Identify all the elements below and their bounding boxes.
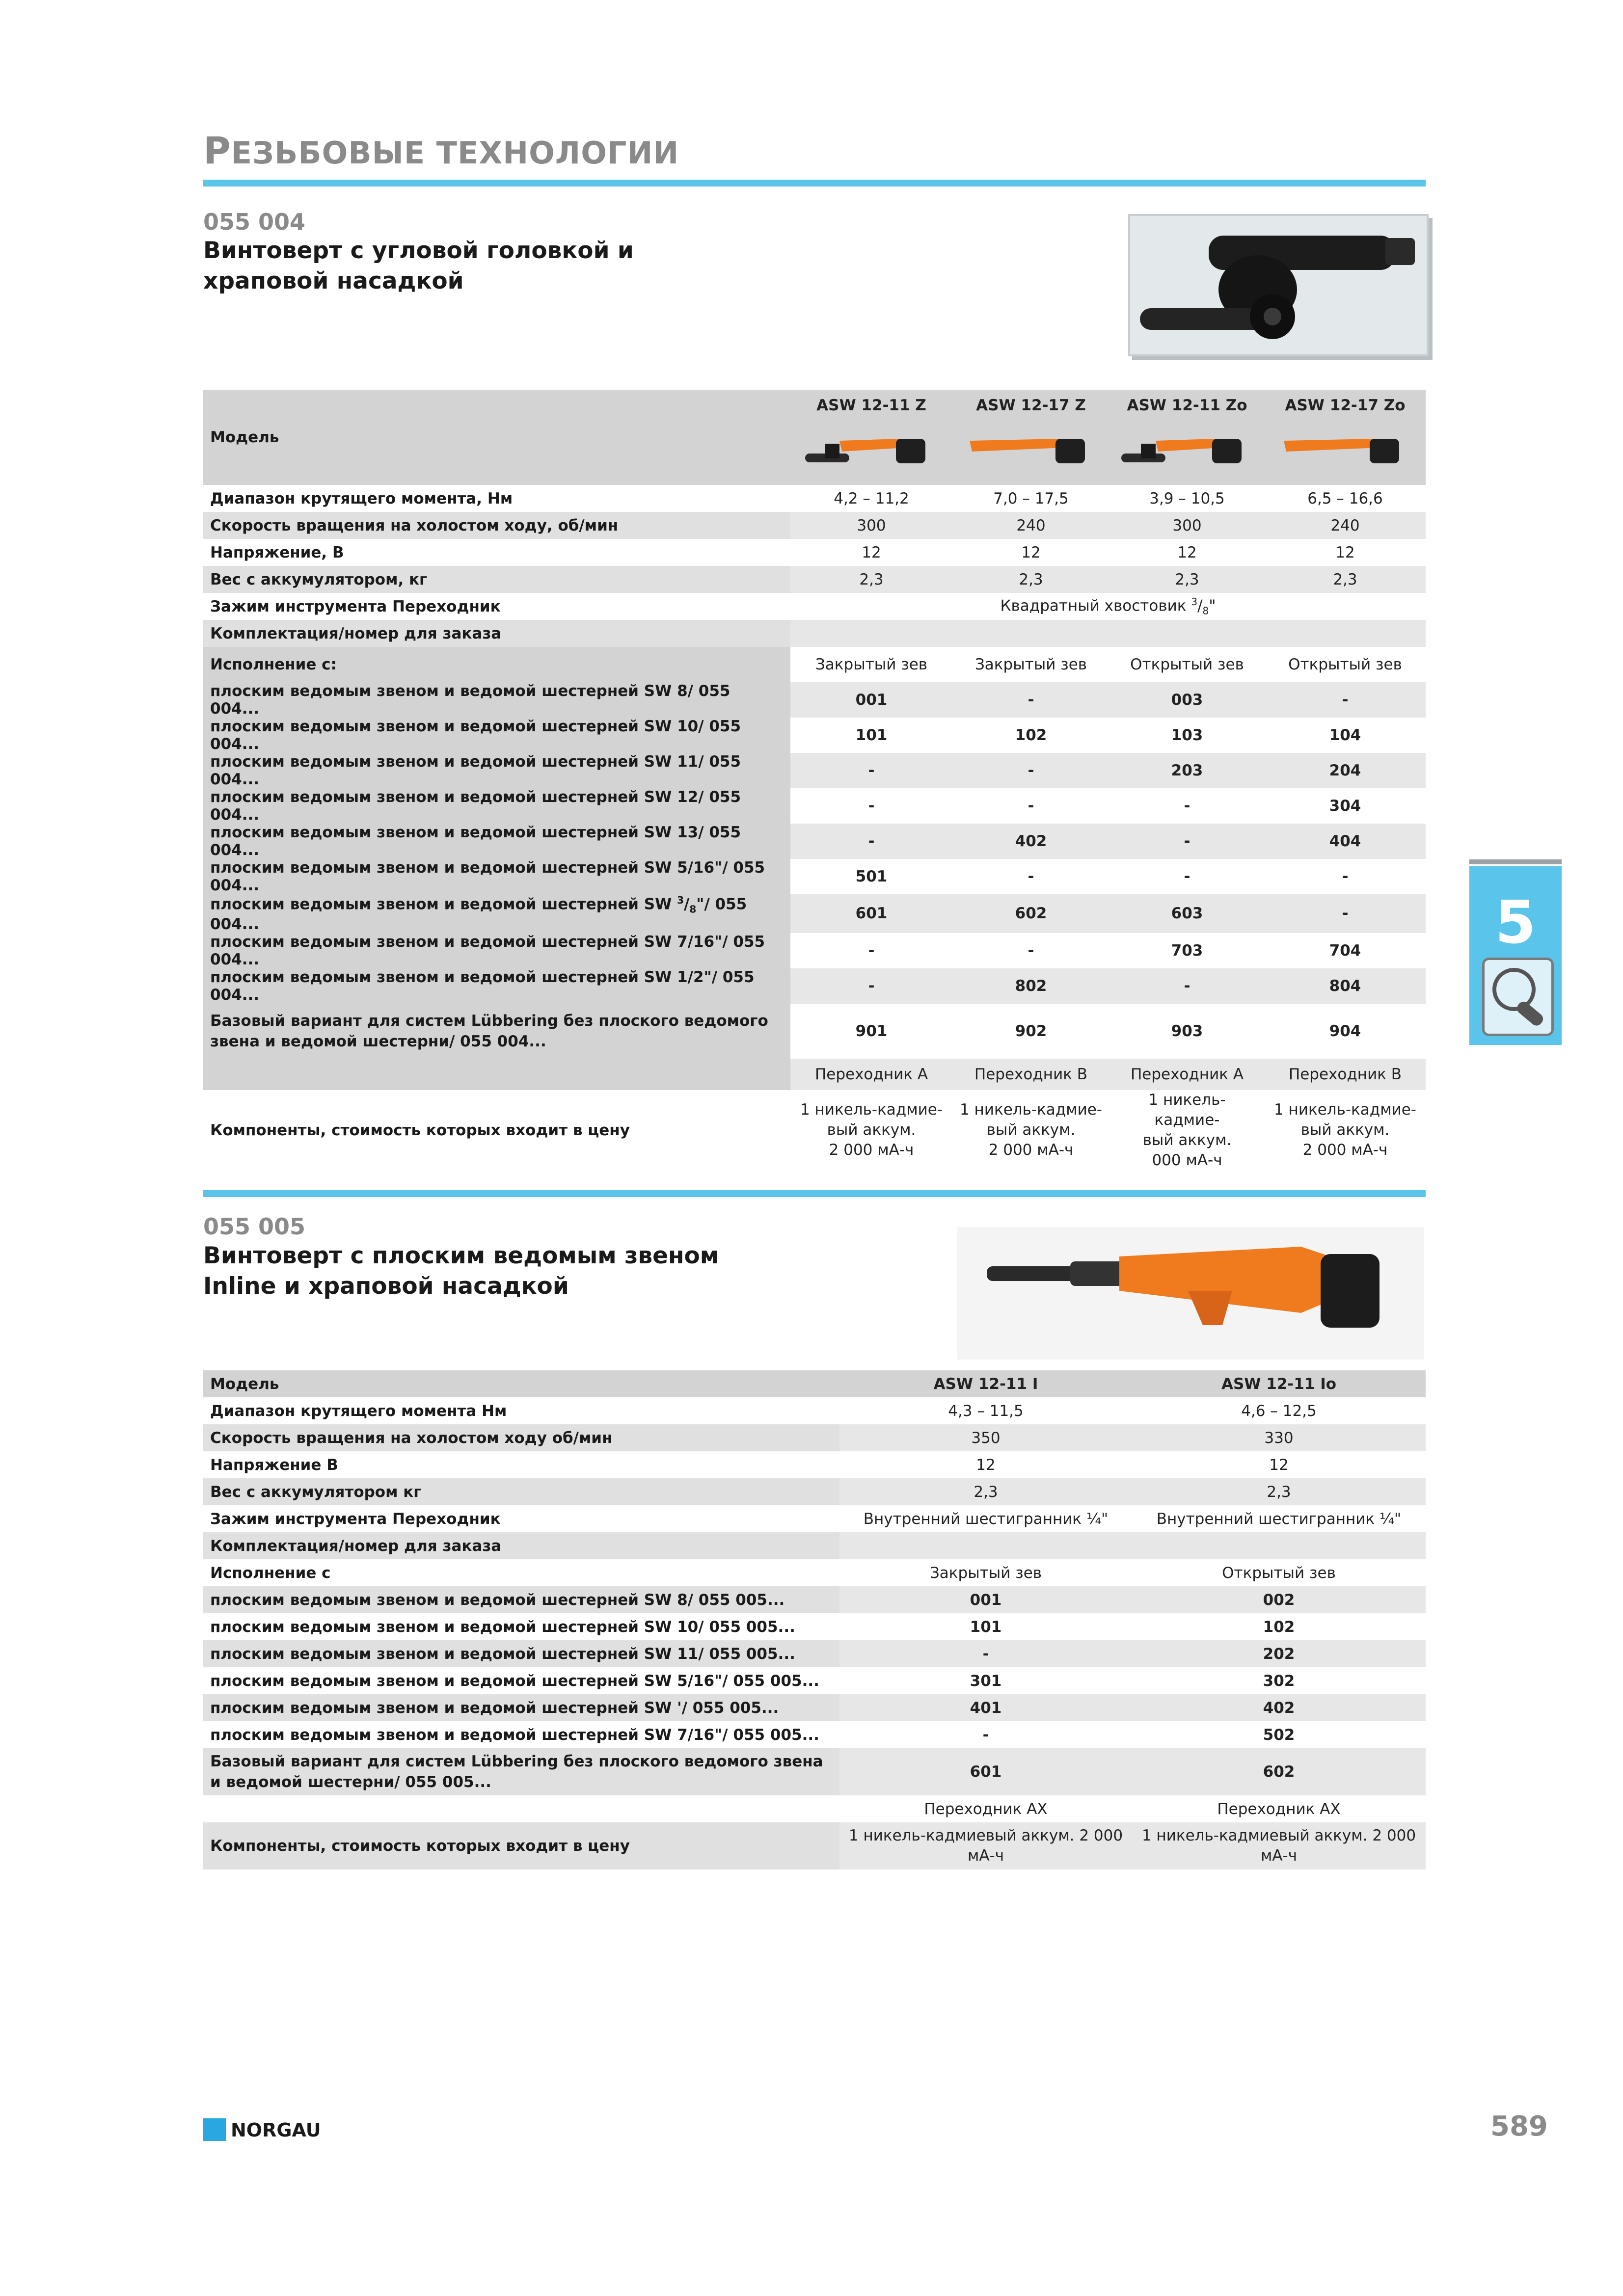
section-code: 055 004 <box>203 209 306 235</box>
page-title: РЕЗЬБОВЫЕ ТЕХНОЛОГИИ <box>203 129 679 172</box>
order-row: плоским ведомым звеном и ведомой шестерней SW 11/ 055 004... - - 203 204 <box>203 753 1426 788</box>
exec-row: Исполнение с Закрытый зев Открытый зев <box>210 1564 1336 1582</box>
order-row: плоским ведомым звеном и ведомой шестерней SW 5/16"/ 055 004... 501 - - - <box>203 859 1426 894</box>
order-row: плоским ведомым звеном и ведомой шестерней SW 1/2"/ 055 004... - 802 - 804 <box>203 968 1426 1004</box>
adapter-row: Переходник AX Переходник AX <box>924 1800 1341 1818</box>
order-row: плоским ведомым звеном и ведомой шестерней SW 11/ 055 005... - 202 <box>203 1640 1426 1667</box>
section-title: Винтоверт с угловой головкой и храповой насадкой <box>203 237 634 294</box>
screwdriver-thumb-icon <box>960 419 1102 478</box>
order-row: плоским ведомым звеном и ведомой шестерней SW 13/ 055 004... - 402 - 404 <box>203 824 1426 859</box>
spec-row: Скорость вращения на холостом ходу об/мин 350 330 <box>203 1424 1426 1451</box>
spec-row: Зажим инструмента Переходник Квадратный хвостовик $^3/_8$" <box>203 593 1426 620</box>
order-row: плоским ведомым звеном и ведомой шестерней SW 5/16"/ 055 005... 301 302 <box>210 1672 1295 1690</box>
spec-row: Вес с аккумулятором кг 2,3 2,3 <box>203 1478 1426 1505</box>
spec-row: Напряжение В 12 12 <box>210 1456 1289 1474</box>
screwdriver-thumb-icon <box>800 419 943 478</box>
spec-row: Комплектация/номер для заказа <box>203 620 1426 647</box>
spec-row: Диапазон крутящего момента Нм 4,3 – 11,5 4,6 – 12,5 <box>210 1402 1317 1420</box>
product-photo <box>1128 214 1429 356</box>
spec-row: Напряжение, В 12 12 12 12 <box>210 543 1355 561</box>
exec-row: Исполнение с: Закрытый зев Закрытый зев Открытый зев Открытый зев <box>203 647 1426 682</box>
model-col: ASW 12-11 Z <box>790 390 952 485</box>
chapter-number: 5 <box>1495 889 1536 957</box>
screwdriver-thumb-icon <box>1274 419 1416 478</box>
section-title: Винтоверт с плоским ведомым звеном Inline и храповой насадкой <box>203 1242 719 1300</box>
ratchet-wrench-icon <box>1482 958 1554 1036</box>
model-header-row <box>203 390 1426 485</box>
spec-table-055005 <box>203 1370 1426 1869</box>
model-header-row: Модель ASW 12-11 I ASW 12-11 Io <box>203 1370 1426 1397</box>
section-code: 055 005 <box>203 1213 306 1240</box>
order-row: Базовый вариант для систем Lübbering без плоского ведомого звена и ведомой шестерни/ 055 005... 601 602 <box>203 1748 1426 1795</box>
screwdriver-thumb-icon <box>1116 419 1259 478</box>
angle-ratchet-screwdriver-photo-icon <box>1130 216 1427 354</box>
brand-logo-icon <box>203 2118 226 2141</box>
page-number: 589 <box>1490 2110 1548 2142</box>
spec-row: Вес с аккумулятором, кг 2,3 2,3 2,3 2,3 <box>203 566 1426 593</box>
spec-table-055004 <box>203 390 1426 1171</box>
order-row: плоским ведомым звеном и ведомой шестерней SW $^3/_8"/$ 055 004... 601 602 603 - <box>203 894 1426 933</box>
order-row: плоским ведомым звеном и ведомой шестерней SW '/ 055 005... 401 402 <box>203 1694 1426 1721</box>
spec-row: Зажим инструмента Переходник Внутренний шестигранник ¼" Внутренний шестигранник ¼" <box>210 1510 1402 1528</box>
order-row: Базовый вариант для систем Lübbering без плоского ведомого звена и ведомой шестерни/ 055 004... 901 902 903 904 <box>203 1004 1426 1059</box>
order-row: плоским ведомым звеном и ведомой шестерней SW 7/16"/ 055 004... - - 703 704 <box>203 933 1426 968</box>
holder-value: Квадратный хвостовик $^3/_8$" <box>1000 596 1216 617</box>
spec-row: Комплектация/номер для заказа <box>203 1532 1426 1559</box>
components-row: Компоненты, стоимость которых входит в цену 1 никель-кадмиевый аккум. 2 000 мА-ч 1 никель-кадмиевый аккум. 2 000 мА-ч <box>203 1822 1426 1869</box>
order-row: плоским ведомым звеном и ведомой шестерней SW 10/ 055 004... 101 102 103 104 <box>203 718 1426 753</box>
spec-row: Диапазон крутящего момента, Нм 4,2 – 11,2 7,0 – 17,5 3,9 – 10,5 6,5 – 16,6 <box>210 489 1383 507</box>
spec-row: Скорость вращения на холостом ходу, об/мин 300 240 300 240 <box>203 512 1426 539</box>
inline-screwdriver-photo-icon <box>957 1227 1424 1360</box>
model-label: Модель <box>203 390 790 485</box>
components-row: Компоненты, стоимость которых входит в цену 1 никель-кадмие- вый аккум. 2 000 мА-ч 1 никель-кадмие- вый аккум. 2 000 мА-ч 1 никель-кадмие- вый аккум. 000 мА-ч 1 никель-кадмие- вый аккум. 2 000 мА-ч <box>210 1091 1416 1169</box>
header-rule <box>203 180 1426 187</box>
model-col: ASW 12-17 Z <box>952 390 1109 485</box>
adapter-row: Переходник A Переходник B Переходник A Переходник B <box>203 1059 1426 1090</box>
product-photo <box>957 1227 1424 1360</box>
order-row: плоским ведомым звеном и ведомой шестерней SW 8/ 055 005... 001 002 <box>203 1586 1426 1613</box>
model-col: ASW 12-17 Zo <box>1265 390 1426 485</box>
order-row: плоским ведомым звеном и ведомой шестерней SW 12/ 055 004... - - - 304 <box>203 788 1426 824</box>
order-row: плоским ведомым звеном и ведомой шестерней SW 8/ 055 004... 001 - 003 - <box>203 682 1426 718</box>
model-col: ASW 12-11 Zo <box>1109 390 1265 485</box>
brand-name: NORGAU <box>231 2119 321 2141</box>
order-row: плоским ведомым звеном и ведомой шестерней SW 10/ 055 005... 101 102 <box>210 1618 1295 1636</box>
chapter-tab[interactable] <box>1469 866 1562 1045</box>
order-row: плоским ведомым звеном и ведомой шестерней SW 7/16"/ 055 005... - 502 <box>210 1726 1295 1744</box>
tab-divider <box>1469 859 1562 864</box>
section-rule <box>203 1190 1426 1197</box>
